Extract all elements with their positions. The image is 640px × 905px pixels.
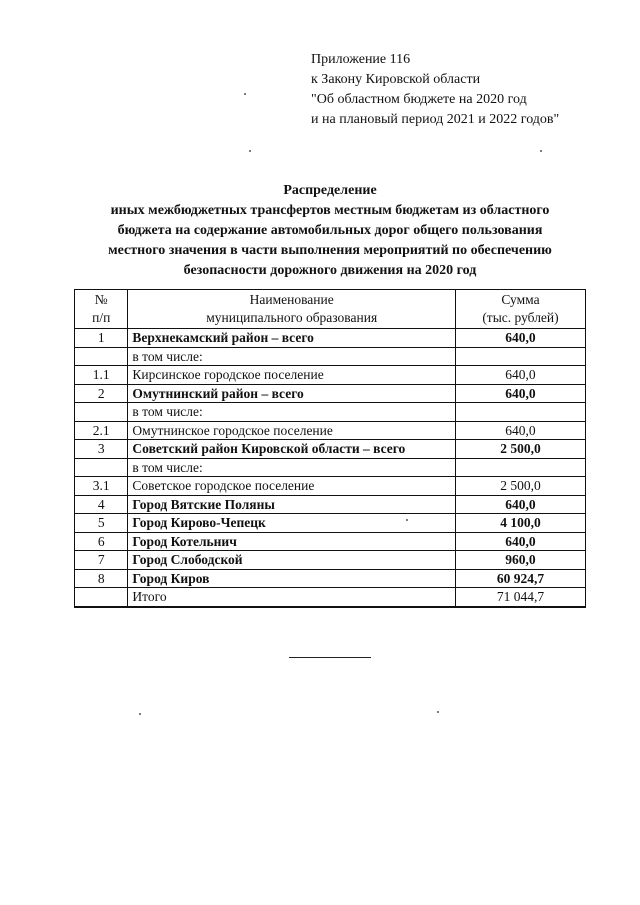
row-num: 1 xyxy=(75,329,128,348)
scan-speck xyxy=(437,711,439,713)
table-row xyxy=(75,495,586,514)
header-name-line: муниципального образования xyxy=(206,310,378,325)
appendix-header xyxy=(311,50,559,130)
row-num: 6 xyxy=(75,532,128,551)
header-amount-line: Сумма xyxy=(501,292,540,307)
row-amount: 2 500,0 xyxy=(455,440,585,459)
row-name: Омутнинское городское поселение xyxy=(128,421,456,440)
row-num: 3 xyxy=(75,440,128,459)
table-row xyxy=(75,421,586,440)
table-row xyxy=(75,347,586,366)
header-num-line: п/п xyxy=(92,310,111,325)
table-row xyxy=(75,569,586,588)
row-name: Итого xyxy=(128,588,456,607)
table-row xyxy=(75,384,586,403)
row-name: в том числе: xyxy=(128,347,456,366)
scan-speck xyxy=(244,93,246,95)
bottom-divider xyxy=(289,657,371,658)
row-amount xyxy=(455,347,585,366)
row-num: 3.1 xyxy=(75,477,128,496)
row-amount xyxy=(455,403,585,422)
distribution-table xyxy=(74,289,586,608)
row-amount: 71 044,7 xyxy=(455,588,585,607)
row-name: Город Киров xyxy=(128,569,456,588)
table-body xyxy=(75,329,586,607)
table-row xyxy=(75,477,586,496)
row-name: Советское городское поселение xyxy=(128,477,456,496)
title-line: иных межбюджетных трансфертов местным бюджетам из областного xyxy=(110,203,550,218)
row-name: Город Вятские Поляны xyxy=(128,495,456,514)
row-name: в том числе: xyxy=(128,458,456,477)
row-name: Советский район Кировской области – всего xyxy=(128,440,456,459)
header-num xyxy=(75,290,128,329)
table-header-row xyxy=(75,290,586,329)
header-amount-line: (тыс. рублей) xyxy=(482,310,559,325)
row-amount: 2 500,0 xyxy=(455,477,585,496)
row-amount: 960,0 xyxy=(455,551,585,570)
row-num: 7 xyxy=(75,551,128,570)
row-name: Омутнинский район – всего xyxy=(128,384,456,403)
row-amount: 640,0 xyxy=(455,495,585,514)
row-amount xyxy=(455,458,585,477)
row-amount: 640,0 xyxy=(455,384,585,403)
appendix-line: и на плановый период 2021 и 2022 годов" xyxy=(311,112,560,127)
table-row xyxy=(75,440,586,459)
row-num xyxy=(75,403,128,422)
row-num: 1.1 xyxy=(75,366,128,385)
row-num: 5 xyxy=(75,514,128,533)
header-name-line: Наименование xyxy=(249,292,334,307)
table-row xyxy=(75,366,586,385)
table-row xyxy=(75,514,586,533)
document-title xyxy=(60,181,600,281)
row-name: Город Кирово-Чепецк xyxy=(128,514,456,533)
scan-speck xyxy=(249,150,251,152)
row-name: Город Слободской xyxy=(128,551,456,570)
row-amount: 60 924,7 xyxy=(455,569,585,588)
row-amount: 640,0 xyxy=(455,421,585,440)
table-row xyxy=(75,403,586,422)
row-name: Город Котельнич xyxy=(128,532,456,551)
title-line: бюджета на содержание автомобильных дорог общего пользования xyxy=(117,223,543,238)
header-amount xyxy=(455,290,585,329)
scan-speck xyxy=(540,150,542,152)
header-name xyxy=(128,290,456,329)
appendix-line: к Закону Кировской области xyxy=(311,72,481,87)
title-line: местного значения в части выполнения мероприятий по обеспечению xyxy=(108,243,552,258)
title-line: Распределение xyxy=(283,183,377,198)
row-num: 8 xyxy=(75,569,128,588)
table-row xyxy=(75,458,586,477)
row-name: Кирсинское городское поселение xyxy=(128,366,456,385)
appendix-line: Приложение 116 xyxy=(311,52,411,67)
table-row xyxy=(75,588,586,607)
row-num xyxy=(75,458,128,477)
row-num: 4 xyxy=(75,495,128,514)
title-line: безопасности дорожного движения на 2020 год xyxy=(183,263,477,278)
row-amount: 640,0 xyxy=(455,532,585,551)
row-name: Верхнекамский район – всего xyxy=(128,329,456,348)
row-amount: 640,0 xyxy=(455,329,585,348)
table-row xyxy=(75,532,586,551)
table-row xyxy=(75,329,586,348)
scan-speck xyxy=(406,519,408,521)
row-num: 2 xyxy=(75,384,128,403)
row-amount: 4 100,0 xyxy=(455,514,585,533)
row-num xyxy=(75,588,128,607)
row-num: 2.1 xyxy=(75,421,128,440)
row-name: в том числе: xyxy=(128,403,456,422)
row-amount: 640,0 xyxy=(455,366,585,385)
row-num xyxy=(75,347,128,366)
table-row xyxy=(75,551,586,570)
scan-speck xyxy=(139,713,141,715)
header-num-line: № xyxy=(94,292,108,307)
appendix-line: "Об областном бюджете на 2020 год xyxy=(311,92,527,107)
